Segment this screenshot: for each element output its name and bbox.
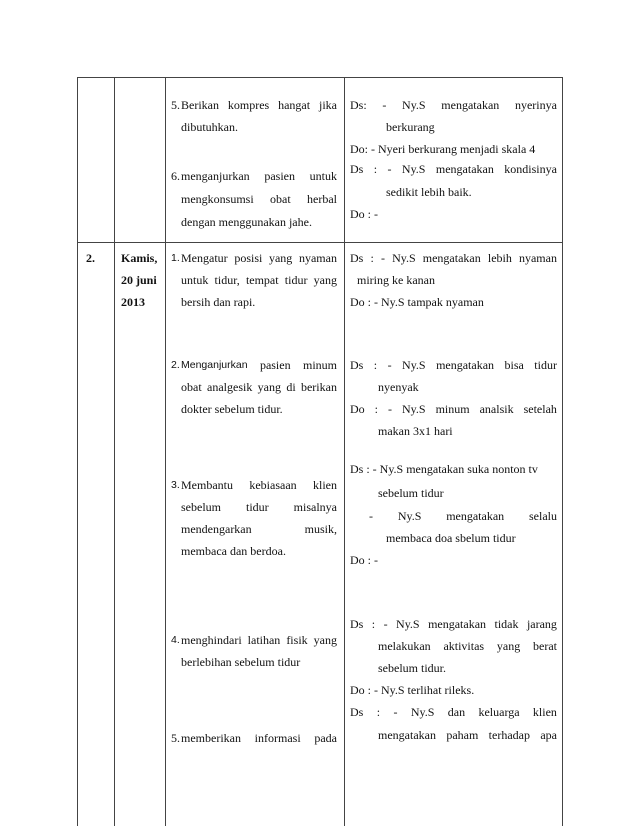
eval-line: Do: - Nyeri berkurang menjadi skala 4 [350,142,536,156]
eval-line: nyenyak [378,380,419,394]
eval-line: Do : - [350,553,378,567]
action-number: 5. [171,98,180,112]
action-text-line: mendengarkan musik, [181,522,337,536]
eval-line: Do : - Ny.S tampak nyaman [350,295,484,309]
eval-line: Ds : - Ny.S mengatakan kondisinya [350,162,557,176]
action-number: 2. [171,359,180,371]
date-day: Kamis, [121,251,158,265]
table-left-border [77,77,78,826]
col-divider-3 [344,77,345,826]
action-text-line: sebelum tidur misalnya [181,500,337,514]
action-number: 5. [171,731,180,745]
eval-line: Ds : - Ny.S mengatakan tidak jarang [350,617,557,631]
eval-line: makan 3x1 hari [378,424,453,438]
action-text-line: Mengatur posisi yang nyaman [181,251,337,265]
row-number: 2. [86,251,95,265]
action-text-line: berlebihan sebelum tidur [181,655,301,669]
eval-line: mengatakan paham terhadap apa [378,728,557,742]
action-text-line: dengan menggunakan jahe. [181,215,312,229]
action-text-line: membaca dan berdoa. [181,544,286,558]
col-divider-1 [114,77,115,826]
eval-line: Ds : - Ny.S mengatakan lebih nyaman [350,251,557,265]
action-text-line: untuk tidur, tempat tidur yang [181,273,337,287]
action-number: 3. [171,479,180,491]
action-text-line: Membantu kebiasaan klien [181,478,337,492]
action-text-line: dibutuhkan. [181,120,238,134]
eval-line: Ds : - Ny.S mengatakan bisa tidur [350,358,557,372]
date-date: 20 juni [121,273,157,287]
eval-line: sebelum tidur [378,486,444,500]
action-text-line: bersih dan rapi. [181,295,256,309]
eval-line: sebelum tidur. [378,661,446,675]
action-number: 6. [171,169,180,183]
eval-line: Ds : - Ny.S mengatakan suka nonton tv [350,462,538,476]
eval-line: - Ny.S mengatakan selalu [369,509,557,523]
eval-line: miring ke kanan [357,273,435,287]
eval-line: membaca doa sbelum tidur [386,531,516,545]
eval-line: Do : - Ny.S minum analsik setelah [350,402,557,416]
eval-line: Do : - Ny.S terlihat rileks. [350,683,475,697]
table-right-border [562,77,563,826]
action-number: 1. [171,252,180,264]
action-text-line: menganjurkan pasien untuk [181,169,337,183]
eval-line: Ds: - Ny.S mengatakan nyerinya [350,98,557,112]
eval-line: melakukan aktivitas yang berat [378,639,557,653]
eval-line: berkurang [386,120,435,134]
action-text-line: obat analgesik yang di berikan [181,380,337,394]
col-divider-2 [165,77,166,826]
action-text-line: Menganjurkan pasien minum [181,358,337,372]
table-top-border [77,77,563,78]
eval-line: Ds : - Ny.S dan keluarga klien [350,705,557,719]
action-text-line: menghindari latihan fisik yang [181,633,337,647]
date-year: 2013 [121,295,145,309]
action-text-line: memberikan informasi pada [181,731,337,745]
action-text-line: mengkonsumsi obat herbal [181,192,337,206]
eval-line: Do : - [350,207,378,221]
eval-line: sedikit lebih baik. [386,185,472,199]
action-text-line: dokter sebelum tidur. [181,402,283,416]
action-text-line: Berikan kompres hangat jika [181,98,337,112]
action-number: 4. [171,634,180,646]
row-divider [77,242,563,243]
